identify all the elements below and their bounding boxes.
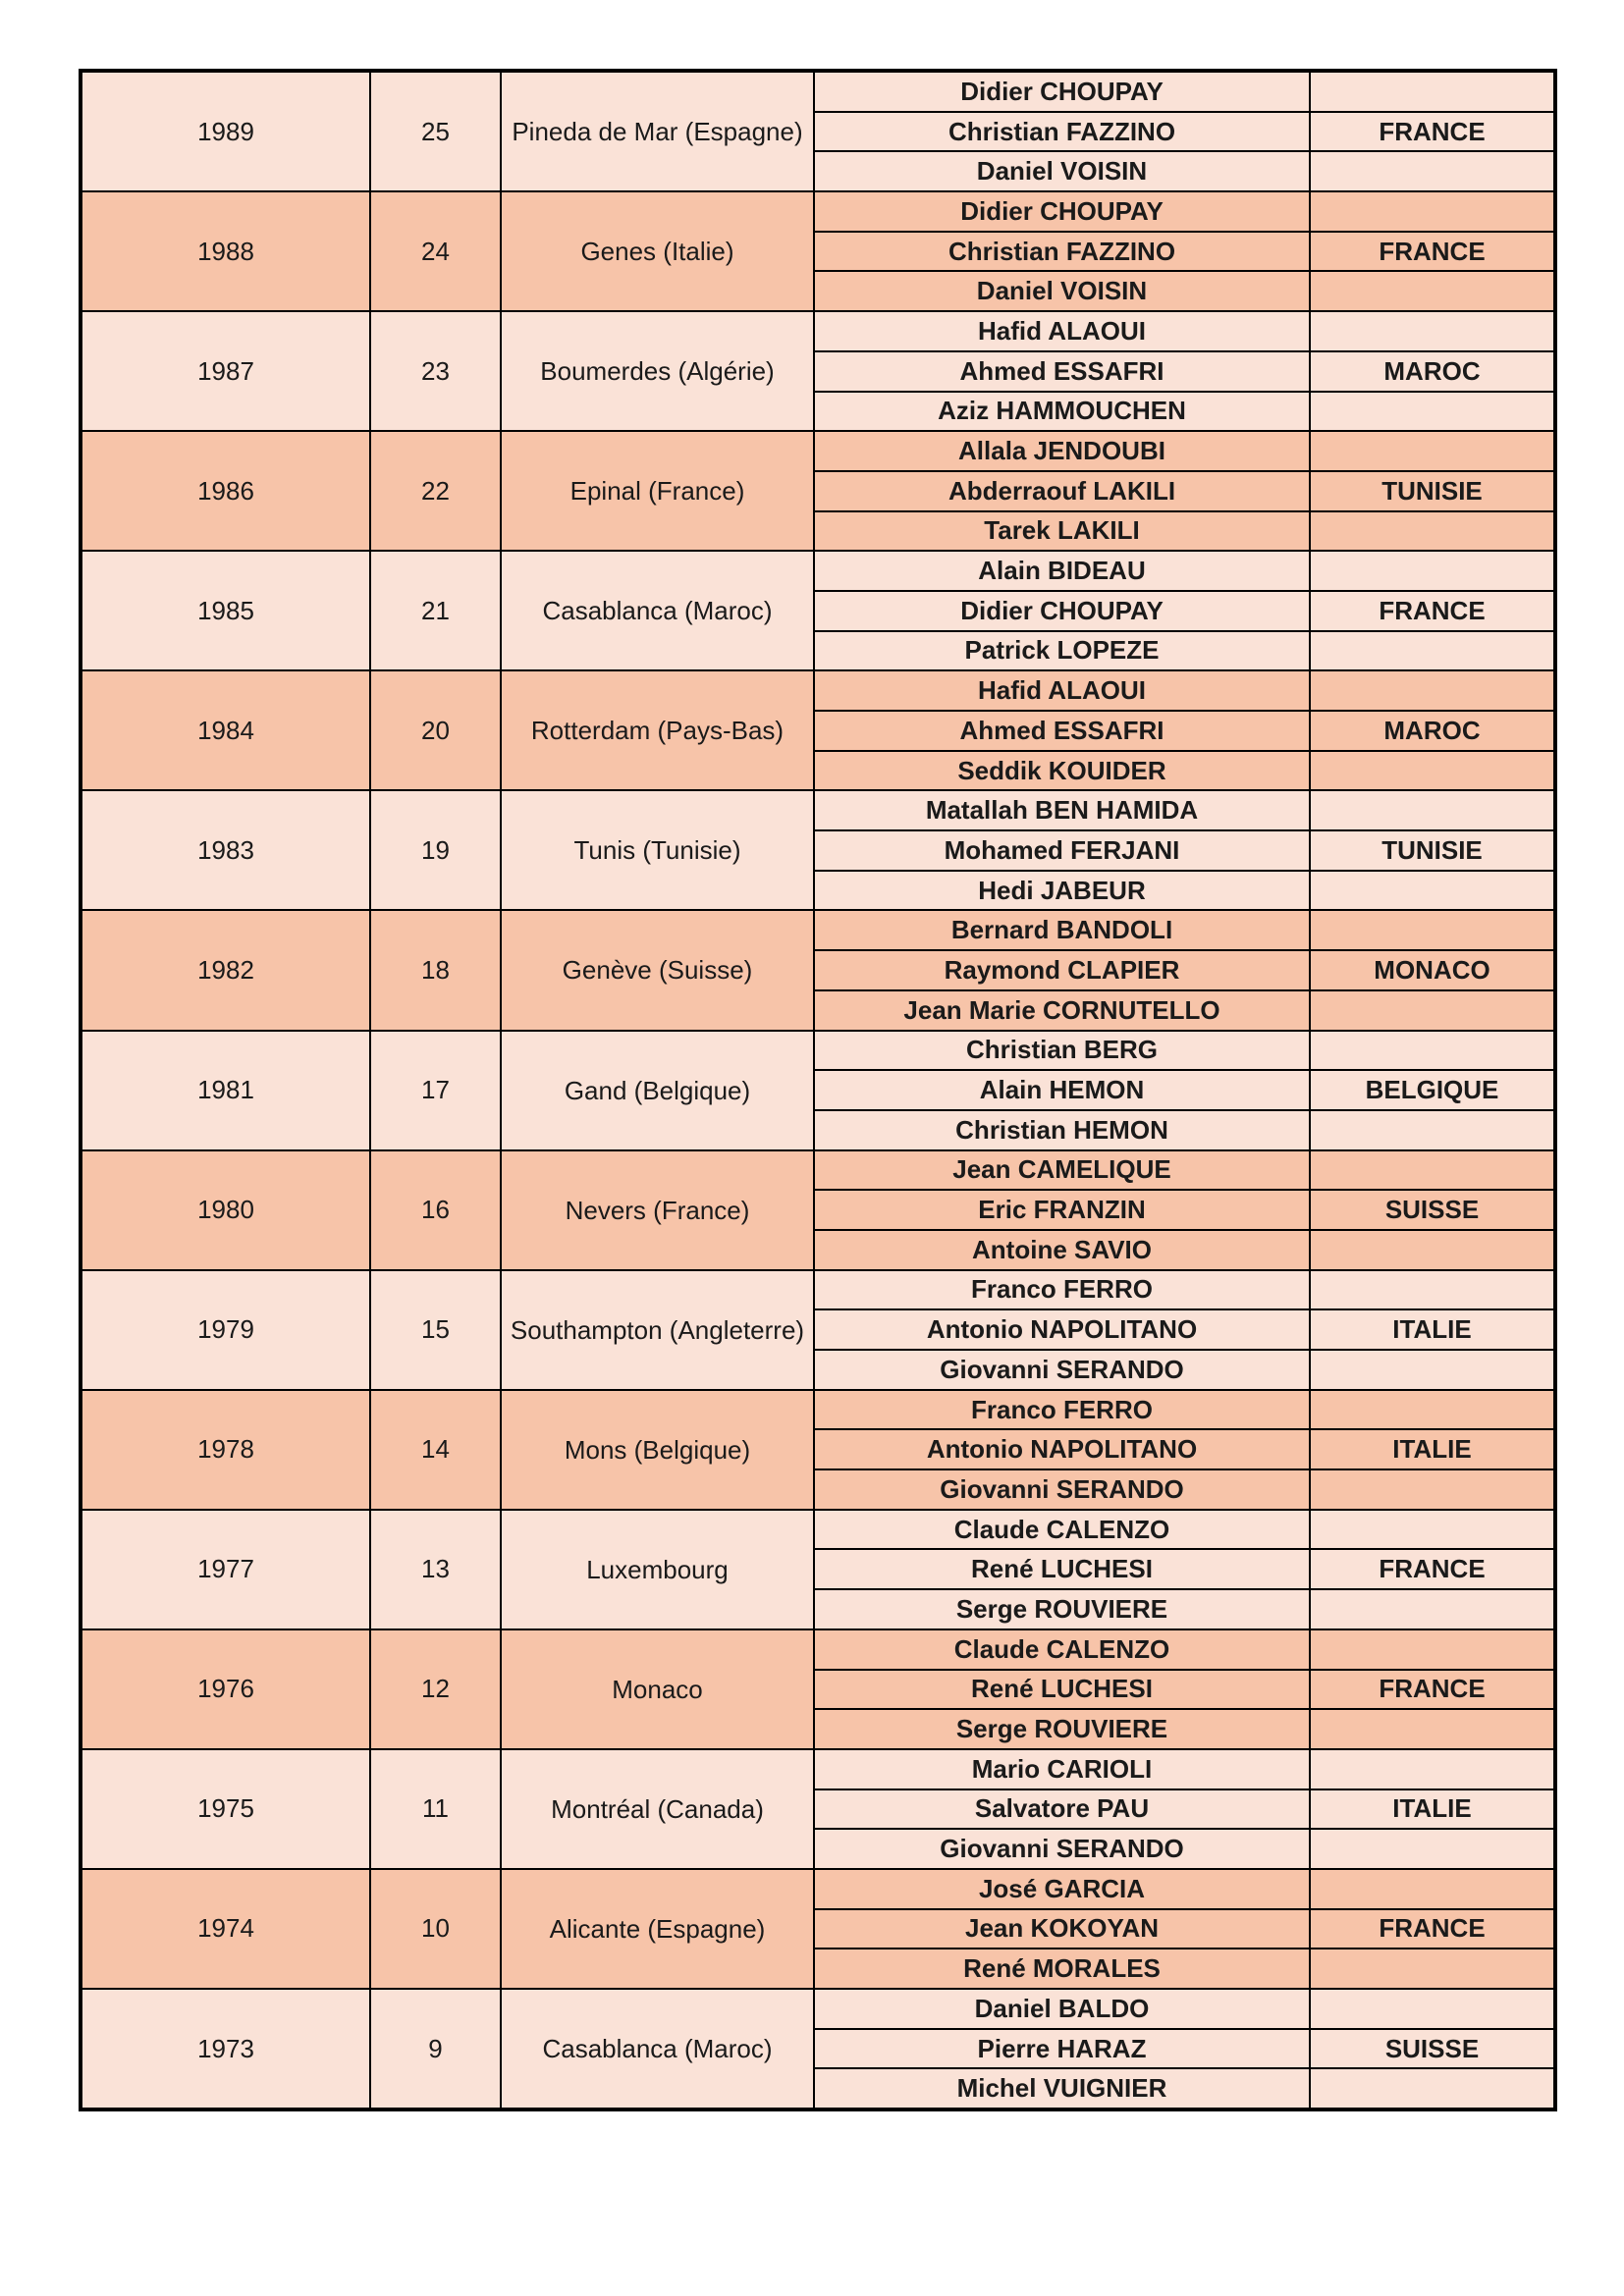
- player-name-cell: Jean Marie CORNUTELLO: [814, 990, 1310, 1031]
- player-name-cell: René MORALES: [814, 1949, 1310, 1989]
- edition-cell: 9: [370, 1989, 501, 2109]
- country-cell: MAROC: [1310, 351, 1555, 392]
- location-cell: Mons (Belgique): [501, 1390, 814, 1510]
- year-cell: 1985: [81, 551, 370, 670]
- year-cell: 1974: [81, 1869, 370, 1989]
- country-empty-cell: [1310, 1230, 1555, 1270]
- player-name-cell: Daniel VOISIN: [814, 151, 1310, 191]
- location-cell: Luxembourg: [501, 1510, 814, 1629]
- location-cell: Boumerdes (Algérie): [501, 311, 814, 431]
- player-name-cell: Christian FAZZINO: [814, 112, 1310, 152]
- edition-cell: 14: [370, 1390, 501, 1510]
- table-row: [81, 71, 1555, 112]
- table-row: [81, 1031, 1555, 1071]
- country-cell: FRANCE: [1310, 1549, 1555, 1589]
- country-empty-cell: [1310, 751, 1555, 791]
- player-name-cell: José GARCIA: [814, 1869, 1310, 1909]
- country-empty-cell: [1310, 1469, 1555, 1510]
- location-cell: Pineda de Mar (Espagne): [501, 71, 814, 191]
- country-empty-cell: [1310, 151, 1555, 191]
- country-cell: FRANCE: [1310, 591, 1555, 631]
- player-name-cell: Giovanni SERANDO: [814, 1829, 1310, 1869]
- player-name-cell: Michel VUIGNIER: [814, 2068, 1310, 2109]
- player-name-cell: Hafid ALAOUI: [814, 311, 1310, 351]
- edition-cell: 10: [370, 1869, 501, 1989]
- player-name-cell: Serge ROUVIERE: [814, 1709, 1310, 1749]
- player-name-cell: Eric FRANZIN: [814, 1190, 1310, 1230]
- player-name-cell: Daniel BALDO: [814, 1989, 1310, 2029]
- country-empty-cell: [1310, 191, 1555, 232]
- year-cell: 1980: [81, 1150, 370, 1270]
- country-empty-cell: [1310, 910, 1555, 950]
- country-empty-cell: [1310, 1869, 1555, 1909]
- year-cell: 1989: [81, 71, 370, 191]
- country-empty-cell: [1310, 1031, 1555, 1071]
- location-cell: Rotterdam (Pays-Bas): [501, 670, 814, 790]
- table-row: [81, 1390, 1555, 1430]
- year-cell: 1975: [81, 1749, 370, 1869]
- location-cell: Casablanca (Maroc): [501, 1989, 814, 2109]
- country-cell: TUNISIE: [1310, 830, 1555, 871]
- country-empty-cell: [1310, 1350, 1555, 1390]
- year-cell: 1979: [81, 1270, 370, 1390]
- player-name-cell: Alain HEMON: [814, 1070, 1310, 1110]
- year-cell: 1973: [81, 1989, 370, 2109]
- year-cell: 1982: [81, 910, 370, 1030]
- country-empty-cell: [1310, 1270, 1555, 1310]
- year-cell: 1983: [81, 790, 370, 910]
- table-row: [81, 1270, 1555, 1310]
- year-cell: 1978: [81, 1390, 370, 1510]
- player-name-cell: Alain BIDEAU: [814, 551, 1310, 591]
- player-name-cell: Didier CHOUPAY: [814, 191, 1310, 232]
- country-empty-cell: [1310, 2068, 1555, 2109]
- country-empty-cell: [1310, 1510, 1555, 1550]
- country-cell: MONACO: [1310, 950, 1555, 990]
- player-name-cell: Claude CALENZO: [814, 1510, 1310, 1550]
- table-row: [81, 551, 1555, 591]
- table-row: [81, 790, 1555, 830]
- player-name-cell: Antoine SAVIO: [814, 1230, 1310, 1270]
- player-name-cell: Jean CAMELIQUE: [814, 1150, 1310, 1191]
- country-empty-cell: [1310, 511, 1555, 552]
- country-empty-cell: [1310, 1390, 1555, 1430]
- table-row: [81, 1989, 1555, 2029]
- player-name-cell: Aziz HAMMOUCHEN: [814, 392, 1310, 432]
- edition-cell: 24: [370, 191, 501, 311]
- country-empty-cell: [1310, 551, 1555, 591]
- country-empty-cell: [1310, 1989, 1555, 2029]
- location-cell: Epinal (France): [501, 431, 814, 551]
- player-name-cell: Seddik KOUIDER: [814, 751, 1310, 791]
- player-name-cell: Hedi JABEUR: [814, 871, 1310, 911]
- location-cell: Gand (Belgique): [501, 1031, 814, 1150]
- country-empty-cell: [1310, 790, 1555, 830]
- player-name-cell: Antonio NAPOLITANO: [814, 1429, 1310, 1469]
- country-empty-cell: [1310, 1589, 1555, 1629]
- location-cell: Monaco: [501, 1629, 814, 1749]
- player-name-cell: Bernard BANDOLI: [814, 910, 1310, 950]
- country-empty-cell: [1310, 990, 1555, 1031]
- country-empty-cell: [1310, 1629, 1555, 1670]
- location-cell: Genes (Italie): [501, 191, 814, 311]
- player-name-cell: Patrick LOPEZE: [814, 631, 1310, 671]
- country-cell: FRANCE: [1310, 232, 1555, 272]
- player-name-cell: Christian HEMON: [814, 1110, 1310, 1150]
- country-cell: MAROC: [1310, 711, 1555, 751]
- player-name-cell: Abderraouf LAKILI: [814, 471, 1310, 511]
- country-cell: ITALIE: [1310, 1789, 1555, 1830]
- country-empty-cell: [1310, 392, 1555, 432]
- player-name-cell: Didier CHOUPAY: [814, 71, 1310, 112]
- location-cell: Casablanca (Maroc): [501, 551, 814, 670]
- country-cell: ITALIE: [1310, 1309, 1555, 1350]
- location-cell: Montréal (Canada): [501, 1749, 814, 1869]
- table-row: [81, 1510, 1555, 1550]
- table-row: [81, 191, 1555, 232]
- year-cell: 1981: [81, 1031, 370, 1150]
- edition-cell: 21: [370, 551, 501, 670]
- player-name-cell: René LUCHESI: [814, 1670, 1310, 1710]
- country-cell: BELGIQUE: [1310, 1070, 1555, 1110]
- edition-cell: 13: [370, 1510, 501, 1629]
- edition-cell: 22: [370, 431, 501, 551]
- edition-cell: 15: [370, 1270, 501, 1390]
- player-name-cell: Antonio NAPOLITANO: [814, 1309, 1310, 1350]
- player-name-cell: Franco FERRO: [814, 1270, 1310, 1310]
- edition-cell: 19: [370, 790, 501, 910]
- table-row: [81, 1749, 1555, 1789]
- location-cell: Alicante (Espagne): [501, 1869, 814, 1989]
- player-name-cell: Giovanni SERANDO: [814, 1350, 1310, 1390]
- edition-cell: 11: [370, 1749, 501, 1869]
- country-cell: FRANCE: [1310, 1670, 1555, 1710]
- table-row: [81, 1150, 1555, 1191]
- player-name-cell: Mario CARIOLI: [814, 1749, 1310, 1789]
- player-name-cell: Ahmed ESSAFRI: [814, 711, 1310, 751]
- location-cell: Genève (Suisse): [501, 910, 814, 1030]
- player-name-cell: Raymond CLAPIER: [814, 950, 1310, 990]
- year-cell: 1984: [81, 670, 370, 790]
- location-cell: Southampton (Angleterre): [501, 1270, 814, 1390]
- championship-results-table: [79, 69, 1557, 2111]
- table-row: [81, 910, 1555, 950]
- year-cell: 1976: [81, 1629, 370, 1749]
- country-cell: FRANCE: [1310, 1909, 1555, 1949]
- country-cell: TUNISIE: [1310, 471, 1555, 511]
- player-name-cell: Salvatore PAU: [814, 1789, 1310, 1830]
- table-row: [81, 431, 1555, 471]
- country-cell: FRANCE: [1310, 112, 1555, 152]
- player-name-cell: Pierre HARAZ: [814, 2029, 1310, 2069]
- player-name-cell: Mohamed FERJANI: [814, 830, 1310, 871]
- edition-cell: 18: [370, 910, 501, 1030]
- country-empty-cell: [1310, 1110, 1555, 1150]
- player-name-cell: Matallah BEN HAMIDA: [814, 790, 1310, 830]
- country-empty-cell: [1310, 1949, 1555, 1989]
- player-name-cell: Daniel VOISIN: [814, 271, 1310, 311]
- year-cell: 1977: [81, 1510, 370, 1629]
- location-cell: Nevers (France): [501, 1150, 814, 1270]
- player-name-cell: Hafid ALAOUI: [814, 670, 1310, 711]
- player-name-cell: René LUCHESI: [814, 1549, 1310, 1589]
- player-name-cell: Christian FAZZINO: [814, 232, 1310, 272]
- edition-cell: 25: [370, 71, 501, 191]
- country-empty-cell: [1310, 71, 1555, 112]
- table-row: [81, 311, 1555, 351]
- year-cell: 1987: [81, 311, 370, 431]
- player-name-cell: Franco FERRO: [814, 1390, 1310, 1430]
- player-name-cell: Didier CHOUPAY: [814, 591, 1310, 631]
- location-cell: Tunis (Tunisie): [501, 790, 814, 910]
- country-empty-cell: [1310, 1709, 1555, 1749]
- country-empty-cell: [1310, 1749, 1555, 1789]
- edition-cell: 23: [370, 311, 501, 431]
- player-name-cell: Christian BERG: [814, 1031, 1310, 1071]
- country-cell: ITALIE: [1310, 1429, 1555, 1469]
- table-row: [81, 670, 1555, 711]
- country-cell: SUISSE: [1310, 2029, 1555, 2069]
- player-name-cell: Jean KOKOYAN: [814, 1909, 1310, 1949]
- country-empty-cell: [1310, 271, 1555, 311]
- table-row: [81, 1629, 1555, 1670]
- player-name-cell: Giovanni SERANDO: [814, 1469, 1310, 1510]
- year-cell: 1986: [81, 431, 370, 551]
- player-name-cell: Tarek LAKILI: [814, 511, 1310, 552]
- player-name-cell: Serge ROUVIERE: [814, 1589, 1310, 1629]
- country-empty-cell: [1310, 1829, 1555, 1869]
- edition-cell: 16: [370, 1150, 501, 1270]
- country-empty-cell: [1310, 431, 1555, 471]
- player-name-cell: Ahmed ESSAFRI: [814, 351, 1310, 392]
- edition-cell: 12: [370, 1629, 501, 1749]
- player-name-cell: Allala JENDOUBI: [814, 431, 1310, 471]
- table-body: [81, 71, 1555, 2109]
- country-empty-cell: [1310, 871, 1555, 911]
- year-cell: 1988: [81, 191, 370, 311]
- edition-cell: 20: [370, 670, 501, 790]
- country-cell: SUISSE: [1310, 1190, 1555, 1230]
- edition-cell: 17: [370, 1031, 501, 1150]
- country-empty-cell: [1310, 670, 1555, 711]
- country-empty-cell: [1310, 631, 1555, 671]
- country-empty-cell: [1310, 311, 1555, 351]
- country-empty-cell: [1310, 1150, 1555, 1191]
- player-name-cell: Claude CALENZO: [814, 1629, 1310, 1670]
- table-row: [81, 1869, 1555, 1909]
